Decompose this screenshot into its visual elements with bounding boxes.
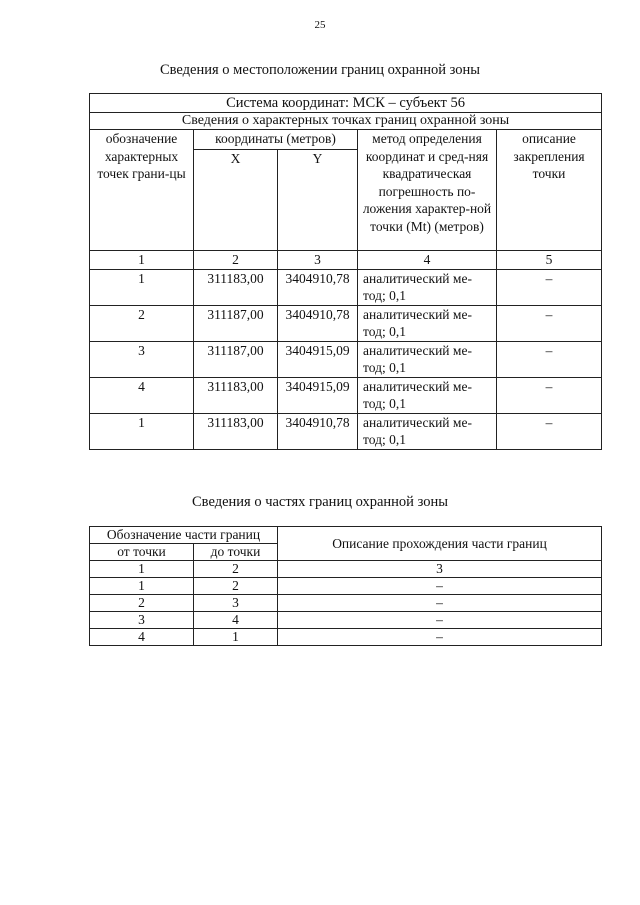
- col-number-3: 3: [278, 251, 358, 270]
- to-cell: 4: [194, 612, 278, 629]
- x-cell: 311183,00: [194, 377, 278, 413]
- coordinate-system-row: Система координат: МСК – субъект 56: [90, 94, 602, 113]
- header-x: X: [194, 150, 278, 251]
- desc-cell: –: [497, 377, 602, 413]
- point-cell: 1: [90, 269, 194, 305]
- x-cell: 311187,00: [194, 305, 278, 341]
- y-cell: 3404910,78: [278, 305, 358, 341]
- header-method: метод определения координат и сред-няя квадратическая погрешность по-ложения характер-ной точки (Mt) (метров): [358, 130, 497, 251]
- desc-cell: –: [278, 629, 602, 646]
- desc-cell: –: [278, 612, 602, 629]
- table-row: [90, 612, 602, 629]
- table-row: [90, 629, 602, 646]
- col-number-4: 4: [358, 251, 497, 270]
- section1-title: Сведения о местоположении границ охранной зоны: [159, 62, 480, 78]
- y-cell: 3404915,09: [278, 377, 358, 413]
- header-y: Y: [278, 150, 358, 251]
- header-designation: обозначение характерных точек грани-цы: [90, 130, 194, 251]
- header-part-designation: Обозначение части границ: [90, 527, 278, 544]
- y-cell: 3404915,09: [278, 341, 358, 377]
- y-cell: 3404910,78: [278, 413, 358, 449]
- y-cell: 3404910,78: [278, 269, 358, 305]
- col-number-3: 3: [278, 561, 602, 578]
- table-row: [90, 305, 602, 341]
- from-cell: 4: [90, 629, 194, 646]
- desc-cell: –: [497, 305, 602, 341]
- header-coordinates: координаты (метров): [194, 130, 358, 150]
- points-subtitle-row: Сведения о характерных точках границ охранной зоны: [90, 113, 602, 130]
- table-row: [90, 269, 602, 305]
- point-cell: 1: [90, 413, 194, 449]
- table-row: [90, 595, 602, 612]
- table-row: [90, 377, 602, 413]
- header-to-point: до точки: [194, 544, 278, 561]
- point-cell: 4: [90, 377, 194, 413]
- col-number-5: 5: [497, 251, 602, 270]
- method-cell: аналитический ме-тод; 0,1: [358, 341, 497, 377]
- table-row: [90, 413, 602, 449]
- from-cell: 1: [90, 578, 194, 595]
- col-number-1: 1: [90, 561, 194, 578]
- desc-cell: –: [278, 595, 602, 612]
- method-cell: аналитический ме-тод; 0,1: [358, 377, 497, 413]
- desc-cell: –: [278, 578, 602, 595]
- header-from-point: от точки: [90, 544, 194, 561]
- col-number-2: 2: [194, 251, 278, 270]
- desc-cell: –: [497, 413, 602, 449]
- section2-title: Сведения о частях границ охранной зоны: [192, 494, 448, 510]
- point-cell: 3: [90, 341, 194, 377]
- from-cell: 3: [90, 612, 194, 629]
- to-cell: 2: [194, 578, 278, 595]
- boundary-points-table: [89, 93, 602, 450]
- desc-cell: –: [497, 269, 602, 305]
- x-cell: 311183,00: [194, 413, 278, 449]
- page-number: 25: [314, 19, 326, 31]
- desc-cell: –: [497, 341, 602, 377]
- to-cell: 1: [194, 629, 278, 646]
- from-cell: 2: [90, 595, 194, 612]
- method-cell: аналитический ме-тод; 0,1: [358, 413, 497, 449]
- table-row: [90, 341, 602, 377]
- method-cell: аналитический ме-тод; 0,1: [358, 305, 497, 341]
- col-number-1: 1: [90, 251, 194, 270]
- method-cell: аналитический ме-тод; 0,1: [358, 269, 497, 305]
- x-cell: 311183,00: [194, 269, 278, 305]
- header-part-description: Описание прохождения части границ: [278, 527, 602, 561]
- to-cell: 3: [194, 595, 278, 612]
- header-description: описание закрепления точки: [497, 130, 602, 251]
- boundary-parts-table: [89, 526, 602, 646]
- point-cell: 2: [90, 305, 194, 341]
- table-row: [90, 578, 602, 595]
- col-number-2: 2: [194, 561, 278, 578]
- x-cell: 311187,00: [194, 341, 278, 377]
